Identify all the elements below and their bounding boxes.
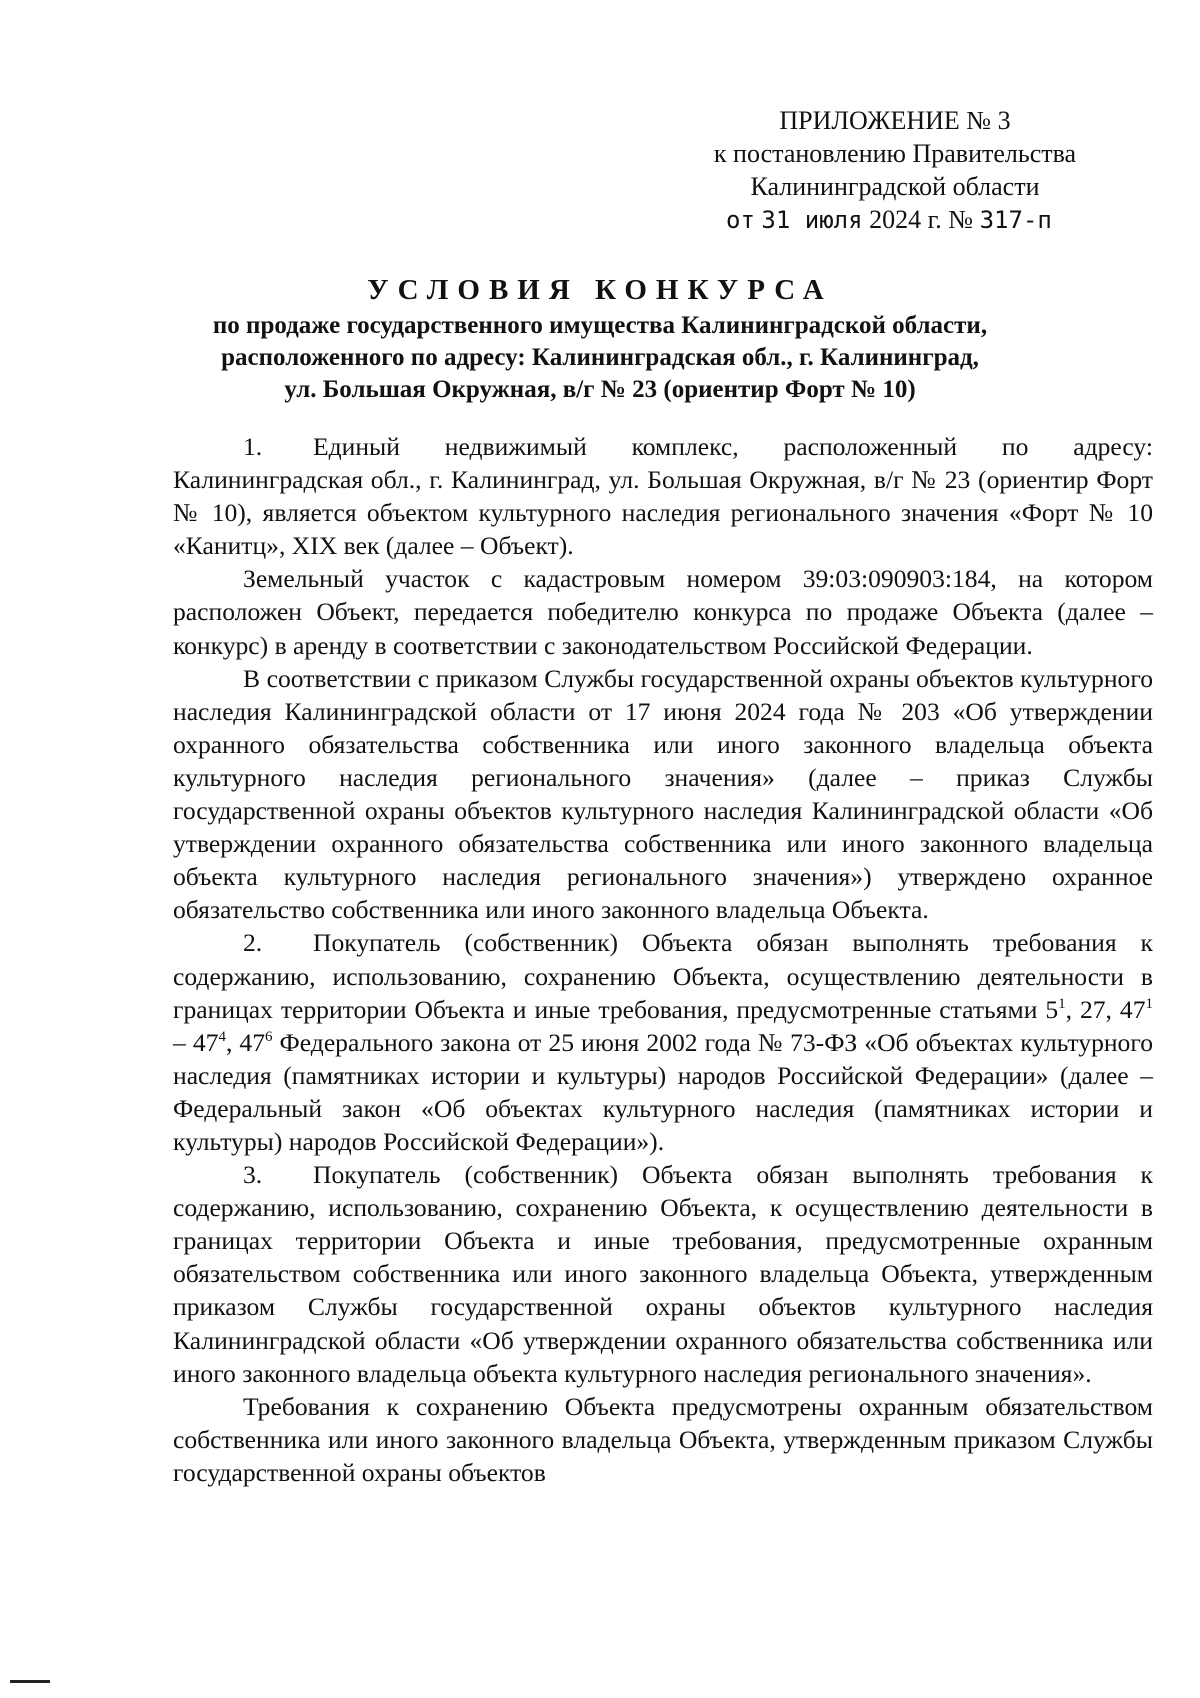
annex-header — [640, 104, 1150, 237]
title-heading: УСЛОВИЯ КОНКУРСА — [367, 274, 833, 306]
superscript-3: 4 — [218, 1028, 226, 1045]
paragraph-4-text-c: – 47 — [173, 1027, 219, 1057]
annex-date: 31 июля — [761, 206, 863, 234]
annex-number: ПРИЛОЖЕНИЕ № 3 — [779, 106, 1011, 135]
annex-region: Калининградской области — [750, 172, 1040, 201]
paragraph-4 — [173, 926, 1153, 1158]
document-body — [173, 430, 1153, 1489]
superscript-1: 1 — [1058, 995, 1066, 1012]
annex-year: 2024 г. № — [869, 205, 974, 234]
paragraph-2: Земельный участок с кадастровым номером 39:03:090903:184, на котором расположен Объект, передается победителю конкурса по продаже Объекта (далее – конкурс) в аренду в соответствии с законодательством Российской Федерации. — [173, 564, 1153, 660]
paragraph-5-number: 3. — [243, 1160, 263, 1190]
paragraph-4-number: 2. — [243, 928, 263, 958]
annex-doc-number: 317-п — [979, 206, 1052, 234]
superscript-2: 1 — [1145, 995, 1153, 1012]
title-subline-1: по продаже государственного имущества Калининградской области, — [212, 312, 988, 339]
annex-date-prefix: от — [726, 206, 755, 234]
paragraph-3: В соответствии с приказом Службы государственной охраны объектов культурного наследия Калининградской области от 17 июня 2024 года № 203 «Об утверждении охранного обязательства собственника или иного законного владельца объекта культурного наследия регионального значения» (далее – приказ Службы государственной охраны объектов культурного наследия Калининградской области «Об утверждении охранного обязательства собственника или иного законного владельца объекта культурного наследия регионального значения») утверждено охранное обязательство собственника или иного законного владельца Объекта. — [173, 663, 1153, 925]
annex-date-line — [640, 203, 1150, 237]
paragraph-4-text-e: Федерального закона от 25 июня 2002 года № 73-ФЗ «Об объектах культурного наследия (памятниках истории и культуры) народов Российской Федерации» (далее – Федеральный закон «Об объектах культурного наследия (памятниках истории и культуры) народов Российской Федерации»). — [173, 1027, 1154, 1156]
paragraph-4-text-a: Покупатель (собственник) Объекта обязан выполнять требования к содержанию, использованию, сохранению Объекта, осуществлению деятельности в границах территории Объекта и иные требования, предусмотренные статьями 5 — [173, 928, 1153, 1024]
paragraph-1-text: Единый недвижимый комплекс, расположенный по адресу: Калининградская обл., г. Калининград, ул. Большая Окружная, в/г № 23 (ориентир Форт № 10), является объектом культурного наследия регионального значения «Форт № 10 «Канитц», XIX век (далее – Объект). — [173, 432, 1153, 561]
title-subline-3: ул. Большая Окружная, в/г № 23 (ориентир Форт № 10) — [284, 376, 916, 403]
paragraph-6: Требования к сохранению Объекта предусмотрены охранным обязательством собственника или иного законного владельца Объекта, утвержденным приказом Службы государственной охраны объектов — [173, 1391, 1153, 1487]
annex-reference: к постановлению Правительства — [713, 139, 1077, 168]
paragraph-4-text-b: , 27, 47 — [1065, 994, 1146, 1024]
superscript-4: 6 — [265, 1028, 273, 1045]
paragraph-1 — [173, 430, 1153, 562]
scan-edge-mark — [10, 1680, 50, 1683]
document-title — [150, 270, 1050, 406]
paragraph-4-text-d: , 47 — [225, 1027, 265, 1057]
title-subline-2: расположенного по адресу: Калининградская обл., г. Калининград, — [221, 344, 979, 371]
paragraph-1-number: 1. — [243, 432, 263, 461]
paragraph-5 — [173, 1158, 1153, 1390]
paragraph-5-text: Покупатель (собственник) Объекта обязан выполнять требования к содержанию, использованию, сохранению Объекта, к осуществлению деятельности в границах территории Объекта и иные требования, предусмотренные охранным обязательством собственника или иного законного владельца Объекта, утвержденным приказом Службы государственной охраны объектов культурного наследия Калининградской области «Об утверждении охранного обязательства собственника или иного законного владельца объекта культурного наследия регионального значения». — [173, 1160, 1153, 1388]
